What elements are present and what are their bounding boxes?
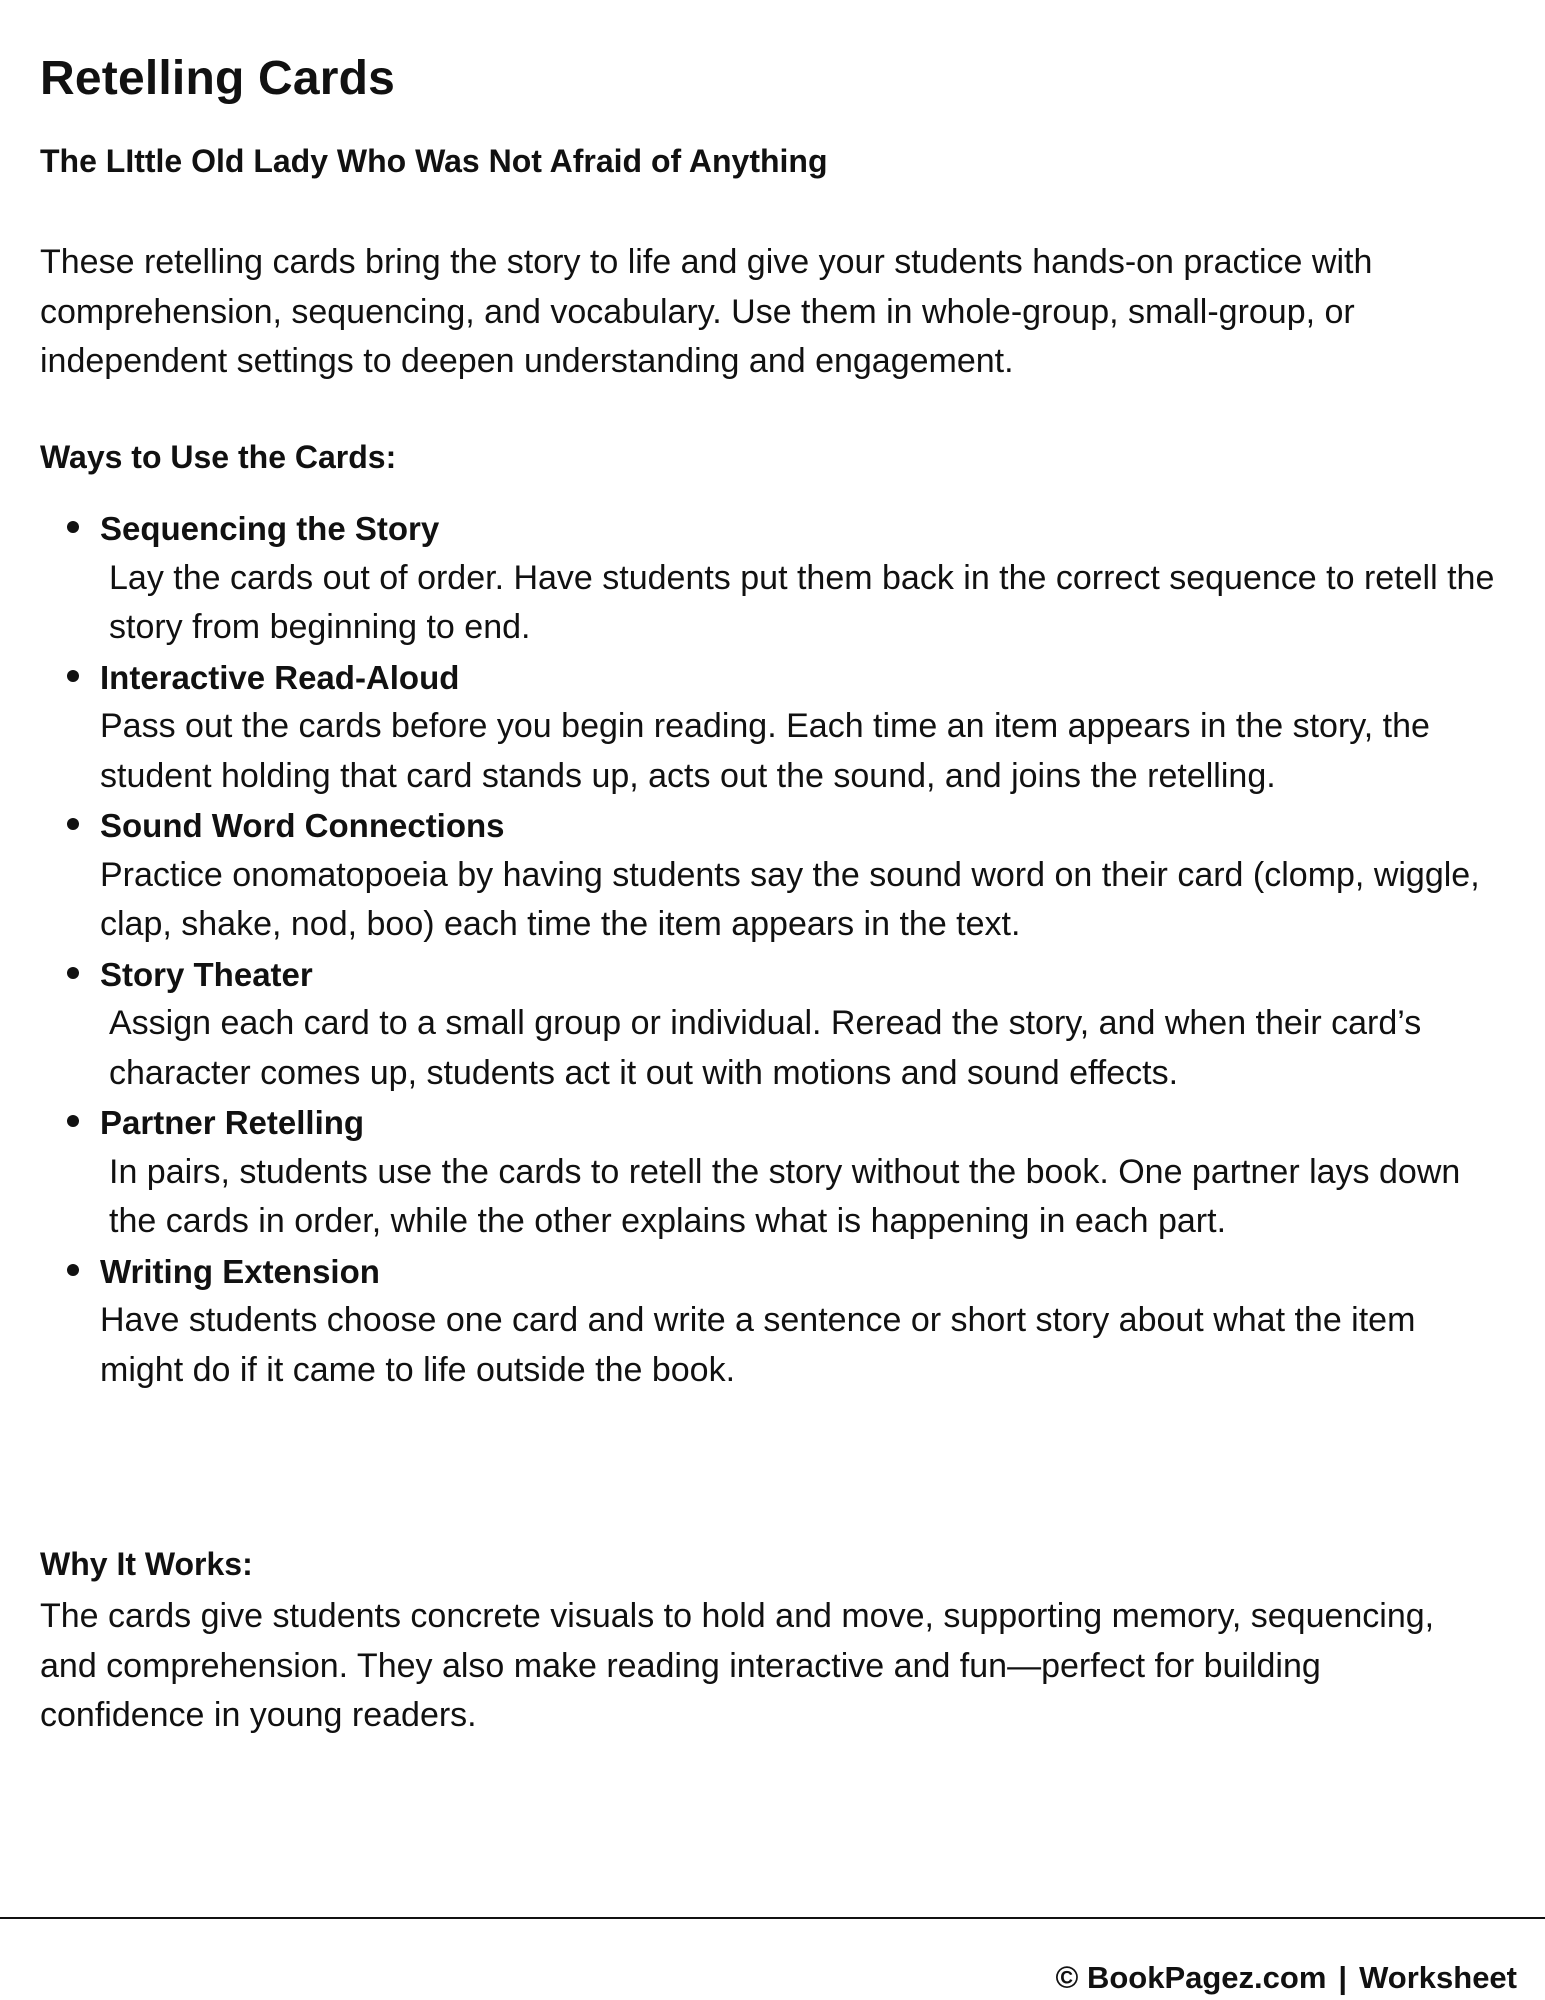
way-item-sequencing: [0, 504, 1505, 653]
footer-separator: |: [1338, 1960, 1348, 1995]
bullet-icon: [67, 670, 79, 682]
footer-copyright: © BookPagez.com: [1055, 1960, 1327, 1995]
way-title: Sequencing the Story: [100, 510, 440, 547]
bullet-icon: [67, 1264, 79, 1276]
footer-divider: [0, 1917, 1545, 1919]
way-title: Partner Retelling: [100, 1104, 365, 1141]
ways-heading: Ways to Use the Cards:: [40, 439, 397, 475]
way-item-writing-extension: [0, 1247, 1505, 1396]
way-description: Assign each card to a small group or individual. Reread the story, and when their card’s character comes up, students act it out with motions and sound effects.: [109, 1004, 1422, 1092]
way-title: Writing Extension: [100, 1252, 380, 1290]
way-description: Have students choose one card and write a sentence or short story about what the item might do if it came to life outside the book.: [100, 1301, 1416, 1389]
way-item-sound-words: [0, 801, 1505, 950]
way-title: Story Theater: [100, 955, 313, 993]
bullet-icon: [67, 1115, 79, 1127]
ways-list: [0, 504, 1545, 1395]
way-description: In pairs, students use the cards to retell the story without the book. One partner lays down the cards in order, while the other explains what is happening in each part.: [109, 1152, 1461, 1240]
way-description: Lay the cards out of order. Have students put them back in the correct sequence to retell the story from beginning to end.: [109, 558, 1495, 646]
book-title: The LIttle Old Lady Who Was Not Afraid of Anything: [40, 143, 828, 179]
intro-paragraph: These retelling cards bring the story to life and give your students hands-on practice with comprehension, sequencing, and vocabulary. Use them in whole-group, small-group, or independent settings to deepen understanding and engagement.: [40, 243, 1373, 380]
way-item-story-theater: [0, 950, 1505, 1099]
way-description: Pass out the cards before you begin reading. Each time an item appears in the story, the student holding that card stands up, acts out the sound, and joins the retelling.: [100, 707, 1430, 795]
page-title: Retelling Cards: [40, 52, 396, 105]
way-title: Interactive Read-Aloud: [100, 658, 460, 696]
why-heading: Why It Works:: [40, 1546, 253, 1582]
bullet-icon: [67, 521, 79, 533]
way-description: Practice onomatopoeia by having students say the sound word on their card (clomp, wiggle, clap, shake, nod, boo) each time the item appears in the text.: [100, 855, 1480, 943]
bullet-icon: [67, 818, 79, 830]
bullet-icon: [67, 967, 79, 979]
way-item-partner-retelling: [0, 1098, 1505, 1247]
way-item-read-aloud: [0, 653, 1505, 802]
footer: [1055, 1962, 1517, 1993]
way-title: Sound Word Connections: [100, 807, 505, 844]
why-paragraph: The cards give students concrete visuals to hold and move, supporting memory, sequencing, and comprehension. They also make reading interactive and fun—perfect for building confidence in young readers.: [40, 1597, 1435, 1734]
footer-label: Worksheet: [1359, 1960, 1517, 1995]
